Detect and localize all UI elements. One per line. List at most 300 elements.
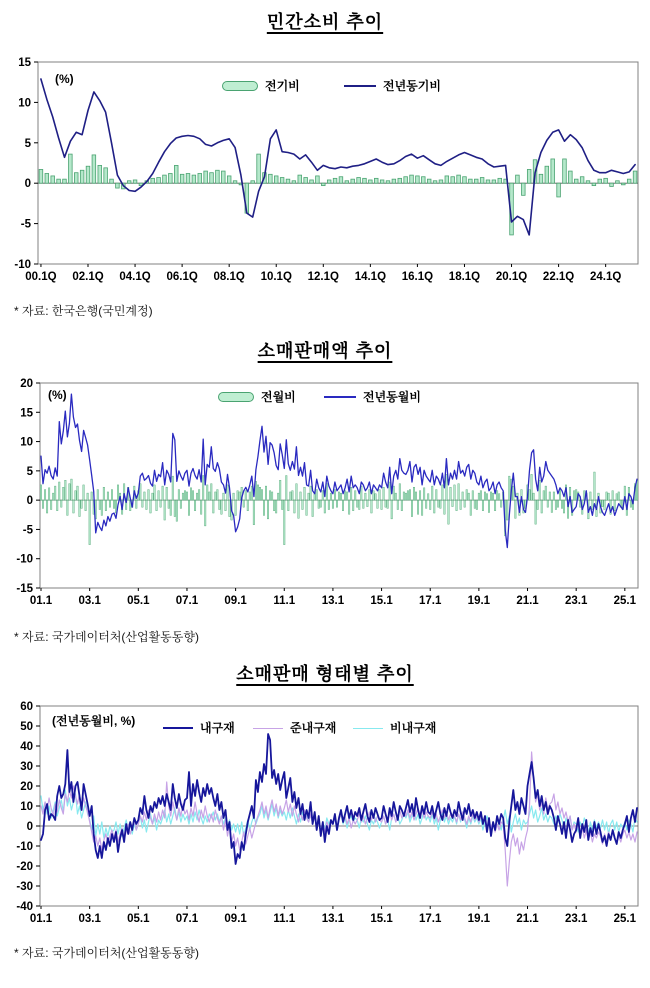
bar	[229, 500, 231, 516]
bar	[608, 493, 610, 500]
bar	[219, 500, 221, 509]
bar	[170, 500, 172, 515]
x-tick-label: 24.1Q	[589, 271, 622, 283]
bar	[292, 491, 294, 500]
y-tick-label: -10	[16, 553, 33, 566]
x-tick-label: 23.1	[564, 595, 588, 607]
bar	[561, 500, 563, 508]
bar	[73, 500, 75, 513]
bar	[515, 500, 517, 518]
bar	[410, 175, 414, 183]
bar	[148, 490, 150, 501]
legend-label: 내구재	[200, 721, 235, 735]
bar	[411, 500, 413, 516]
bar	[432, 486, 434, 500]
bar	[69, 484, 71, 500]
bar	[451, 177, 455, 183]
legend-label: 전년동월비	[363, 390, 421, 404]
bar	[223, 493, 225, 500]
bar	[421, 500, 423, 515]
bar	[367, 500, 369, 506]
bar	[275, 500, 277, 513]
bar	[306, 500, 308, 515]
bar	[446, 474, 448, 500]
bar	[180, 500, 182, 508]
bar	[377, 500, 379, 508]
bar	[348, 500, 350, 514]
bar	[627, 179, 631, 183]
bar	[321, 183, 325, 185]
y-tick-label: -5	[22, 524, 33, 537]
bar	[259, 487, 261, 500]
x-tick-label: 07.1	[175, 595, 199, 607]
bar	[200, 500, 202, 514]
bar	[397, 500, 399, 509]
bar	[296, 484, 298, 500]
bar	[480, 178, 484, 184]
bar	[369, 490, 371, 501]
bar	[438, 500, 440, 507]
x-tick-label: 23.1	[564, 913, 588, 925]
bar	[354, 491, 356, 500]
bar	[448, 500, 450, 524]
bar	[42, 500, 44, 508]
bar	[227, 485, 229, 500]
x-tick-label: 01.1	[29, 913, 53, 925]
bar	[476, 500, 478, 509]
chart1-unit-label: (%)	[55, 72, 74, 86]
bar	[365, 493, 367, 500]
bar	[290, 492, 292, 500]
bar	[192, 175, 196, 183]
bar	[312, 500, 314, 516]
y-tick-label: 5	[26, 465, 33, 478]
bar	[269, 174, 273, 183]
bar	[57, 179, 61, 183]
bar	[442, 485, 444, 500]
bar	[350, 487, 352, 500]
x-tick-label: 13.1	[321, 913, 345, 925]
x-tick-label: 25.1	[613, 595, 637, 607]
bar	[618, 492, 620, 500]
retail-sales-chart	[0, 372, 650, 624]
bar	[334, 490, 336, 501]
bar	[274, 176, 278, 183]
bar	[225, 500, 227, 511]
bar	[547, 500, 549, 507]
bar	[339, 177, 343, 183]
bar	[439, 180, 443, 183]
bar	[194, 500, 196, 511]
bar	[174, 165, 178, 183]
bar	[486, 494, 488, 500]
bar	[492, 493, 494, 500]
line-swatch-icon	[163, 727, 193, 729]
plot-border	[38, 62, 638, 264]
chart3-legend-item-nondurables	[353, 722, 436, 734]
bar	[433, 181, 437, 183]
chart2-source: * 자료: 국가데이터처(산업활동동향)	[14, 630, 199, 644]
x-tick-label: 18.1Q	[448, 271, 481, 283]
bar	[59, 482, 61, 500]
bar	[168, 500, 170, 508]
private-consumption-chart	[0, 50, 650, 295]
bar-swatch-icon	[222, 81, 258, 91]
bar	[464, 500, 466, 507]
bar	[85, 500, 87, 511]
bar	[213, 500, 215, 513]
bar	[324, 500, 326, 513]
x-tick-label: 16.1Q	[401, 271, 434, 283]
bar	[383, 487, 385, 500]
bar	[198, 174, 202, 184]
bar	[186, 174, 190, 184]
bar	[103, 487, 105, 500]
bar	[40, 485, 42, 500]
bar	[269, 491, 271, 500]
bar	[586, 181, 590, 183]
bar	[281, 500, 283, 509]
bar	[87, 493, 89, 500]
bar	[427, 179, 431, 183]
bar	[204, 171, 208, 183]
chart1-title	[0, 8, 650, 34]
x-tick-label: 15.1	[370, 913, 393, 925]
x-tick-label: 10.1Q	[260, 271, 292, 283]
bar	[456, 500, 458, 511]
bar	[333, 178, 337, 183]
bar	[162, 486, 164, 500]
y-tick-label: 5	[24, 137, 31, 150]
bar	[531, 474, 533, 500]
x-tick-label: 05.1	[127, 913, 150, 925]
bar	[63, 487, 64, 500]
bar	[75, 491, 77, 500]
bar	[196, 493, 198, 500]
bar	[160, 500, 162, 507]
bar	[284, 500, 286, 545]
chart1-source: * 자료: 한국은행(국민계정)	[14, 304, 153, 318]
x-tick-label: 21.1	[516, 913, 539, 925]
bar	[67, 500, 69, 515]
bar	[580, 177, 584, 183]
y-tick-label: 40	[20, 741, 33, 753]
x-tick-label: 25.1	[613, 913, 637, 925]
bar	[598, 179, 602, 183]
bar	[45, 174, 49, 184]
bar	[490, 492, 492, 500]
bar	[166, 487, 168, 500]
bar	[468, 493, 470, 500]
x-tick-label: 09.1	[224, 913, 247, 925]
bar	[169, 174, 173, 184]
x-tick-label: 13.1	[321, 595, 345, 607]
bar	[369, 180, 373, 183]
bar	[458, 484, 460, 500]
bar	[209, 492, 211, 500]
bar	[206, 485, 208, 500]
y-tick-label: -30	[16, 881, 33, 893]
bar	[56, 500, 58, 511]
bar	[612, 491, 614, 500]
bar	[480, 491, 482, 500]
bar	[557, 500, 559, 507]
bar	[616, 181, 620, 183]
bar	[92, 155, 96, 183]
bar	[211, 484, 213, 500]
bar	[444, 500, 446, 514]
bar	[316, 490, 318, 501]
bar	[198, 490, 200, 501]
bar	[413, 487, 415, 500]
bar	[445, 176, 449, 183]
bar	[111, 490, 113, 501]
bar	[509, 476, 511, 500]
bar	[300, 492, 302, 500]
bar	[107, 492, 109, 500]
bar	[575, 490, 577, 501]
bar	[399, 484, 401, 500]
bar	[507, 500, 509, 520]
bar	[180, 174, 184, 183]
bar	[610, 183, 614, 186]
bar	[592, 500, 594, 509]
bar	[389, 482, 391, 500]
bar	[330, 493, 332, 500]
bar	[39, 169, 43, 183]
bar	[101, 500, 103, 515]
bar	[498, 178, 502, 183]
y-tick-label: 20	[20, 781, 33, 793]
series-line-전년동기비	[41, 79, 635, 235]
bar	[380, 180, 384, 183]
bar	[492, 180, 496, 183]
line-swatch-icon	[344, 85, 376, 87]
bar	[407, 491, 409, 500]
bar	[86, 166, 90, 183]
bar	[133, 180, 137, 183]
bar	[436, 490, 438, 501]
y-tick-label: -10	[14, 259, 31, 271]
x-tick-label: 11.1	[273, 913, 296, 925]
bar	[127, 181, 131, 183]
bar	[74, 173, 78, 184]
bar	[429, 500, 431, 509]
y-tick-label: 0	[26, 495, 33, 508]
bar	[105, 500, 107, 511]
x-tick-label: 22.1Q	[542, 271, 575, 283]
y-tick-label: 15	[20, 407, 33, 420]
bar	[186, 492, 188, 500]
bar	[563, 500, 565, 513]
bar	[215, 492, 217, 500]
chart2-unit-label: (%)	[48, 388, 67, 402]
bar	[210, 173, 214, 184]
bar	[251, 181, 255, 183]
bar	[387, 500, 389, 508]
x-tick-label: 01.1	[29, 595, 53, 607]
x-tick-label: 17.1	[419, 595, 442, 607]
chart3-unit-label: (전년동월비, %)	[52, 714, 136, 728]
bar	[142, 500, 144, 507]
bar	[602, 500, 604, 506]
bar	[521, 183, 525, 195]
chart2-title	[0, 337, 650, 363]
bar	[374, 178, 378, 183]
bar	[340, 493, 342, 500]
bar	[221, 500, 223, 514]
chart1-title-text: 민간소비 추이	[266, 12, 384, 32]
y-tick-label: 0	[26, 821, 33, 833]
bar	[513, 486, 515, 500]
bar	[539, 480, 541, 500]
bar	[63, 179, 67, 183]
y-tick-label: 10	[20, 801, 33, 813]
bar	[308, 493, 310, 500]
x-tick-label: 06.1Q	[166, 271, 198, 283]
x-tick-label: 05.1	[127, 595, 150, 607]
bar	[371, 500, 373, 513]
bar	[363, 500, 365, 508]
chart2-title-text: 소매판매액 추이	[257, 341, 393, 361]
bar	[172, 476, 174, 500]
bar	[150, 500, 152, 513]
bar	[516, 175, 520, 183]
bar	[466, 490, 468, 501]
bar	[156, 500, 158, 511]
bar	[460, 500, 462, 509]
bar	[342, 500, 344, 511]
bar-swatch-icon	[218, 392, 254, 402]
bar	[535, 500, 537, 524]
chart2-legend-item-yoy	[324, 391, 421, 403]
y-tick-label: -20	[16, 861, 33, 873]
bar	[89, 500, 91, 545]
y-tick-label: 10	[20, 436, 33, 449]
bar	[472, 491, 474, 500]
chart1-legend-item-qoq	[222, 80, 300, 92]
bar	[163, 175, 167, 183]
bar	[204, 500, 206, 526]
bar	[81, 500, 83, 508]
bar	[243, 500, 245, 507]
bar	[176, 500, 178, 521]
bar	[104, 168, 108, 183]
bar	[113, 500, 115, 508]
bar	[249, 492, 251, 500]
x-tick-label: 00.1Q	[25, 271, 57, 283]
chart3-title	[0, 660, 650, 686]
bar	[488, 500, 490, 512]
bar	[454, 485, 456, 500]
bar	[97, 490, 99, 501]
x-tick-label: 15.1	[370, 595, 393, 607]
bar	[77, 486, 79, 500]
bar	[99, 500, 101, 509]
bar	[498, 494, 500, 500]
bar	[352, 500, 354, 511]
bar	[261, 490, 263, 501]
bar	[146, 500, 148, 509]
bar	[216, 170, 220, 183]
bar	[470, 500, 472, 515]
bar	[233, 493, 235, 500]
bar	[563, 159, 567, 183]
bar	[616, 494, 618, 500]
bar	[304, 487, 306, 500]
y-tick-label: -40	[16, 901, 33, 913]
x-tick-label: 03.1	[78, 913, 101, 925]
bar	[496, 491, 498, 500]
x-tick-label: 19.1	[467, 595, 491, 607]
bar	[52, 493, 54, 500]
bar	[327, 180, 331, 183]
bar	[157, 178, 161, 184]
bar	[277, 493, 279, 500]
y-tick-label: -5	[20, 218, 31, 231]
bar	[590, 492, 592, 500]
bar	[359, 500, 361, 509]
bar	[539, 174, 543, 183]
bar	[425, 500, 427, 508]
x-tick-label: 20.1Q	[495, 271, 528, 283]
bar	[621, 183, 625, 185]
bar	[551, 500, 553, 512]
bar	[553, 492, 555, 500]
bar	[140, 484, 142, 500]
bar	[316, 176, 320, 183]
chart3-legend-item-semidurables	[253, 722, 336, 734]
bar	[69, 154, 73, 183]
bar	[328, 500, 330, 509]
bar	[604, 500, 606, 509]
bar	[373, 491, 375, 500]
bar	[46, 500, 48, 513]
bar	[469, 179, 473, 183]
bar	[320, 500, 322, 507]
bar	[298, 500, 300, 518]
bar	[379, 490, 381, 501]
bar	[267, 500, 269, 519]
bar	[486, 180, 490, 183]
bar	[182, 493, 184, 500]
bar	[280, 178, 284, 184]
bar	[573, 491, 575, 500]
chart3-legend-item-durables	[163, 722, 235, 734]
x-tick-label: 17.1	[419, 913, 442, 925]
bar	[592, 183, 596, 185]
bar	[192, 491, 194, 500]
bar	[474, 500, 476, 508]
series-line-내구재	[41, 734, 637, 864]
x-tick-label: 12.1Q	[307, 271, 339, 283]
bar	[273, 500, 275, 511]
bar	[484, 492, 486, 500]
bar	[235, 500, 237, 515]
bar	[257, 154, 261, 183]
bar	[419, 491, 421, 500]
bar	[421, 177, 425, 183]
bar	[478, 493, 480, 500]
bar	[385, 500, 387, 507]
y-tick-label: 30	[20, 761, 33, 773]
bar	[71, 479, 73, 500]
bar	[474, 179, 478, 183]
bar	[336, 500, 338, 507]
bar	[338, 492, 340, 500]
bar	[381, 500, 383, 509]
bar	[190, 488, 192, 500]
